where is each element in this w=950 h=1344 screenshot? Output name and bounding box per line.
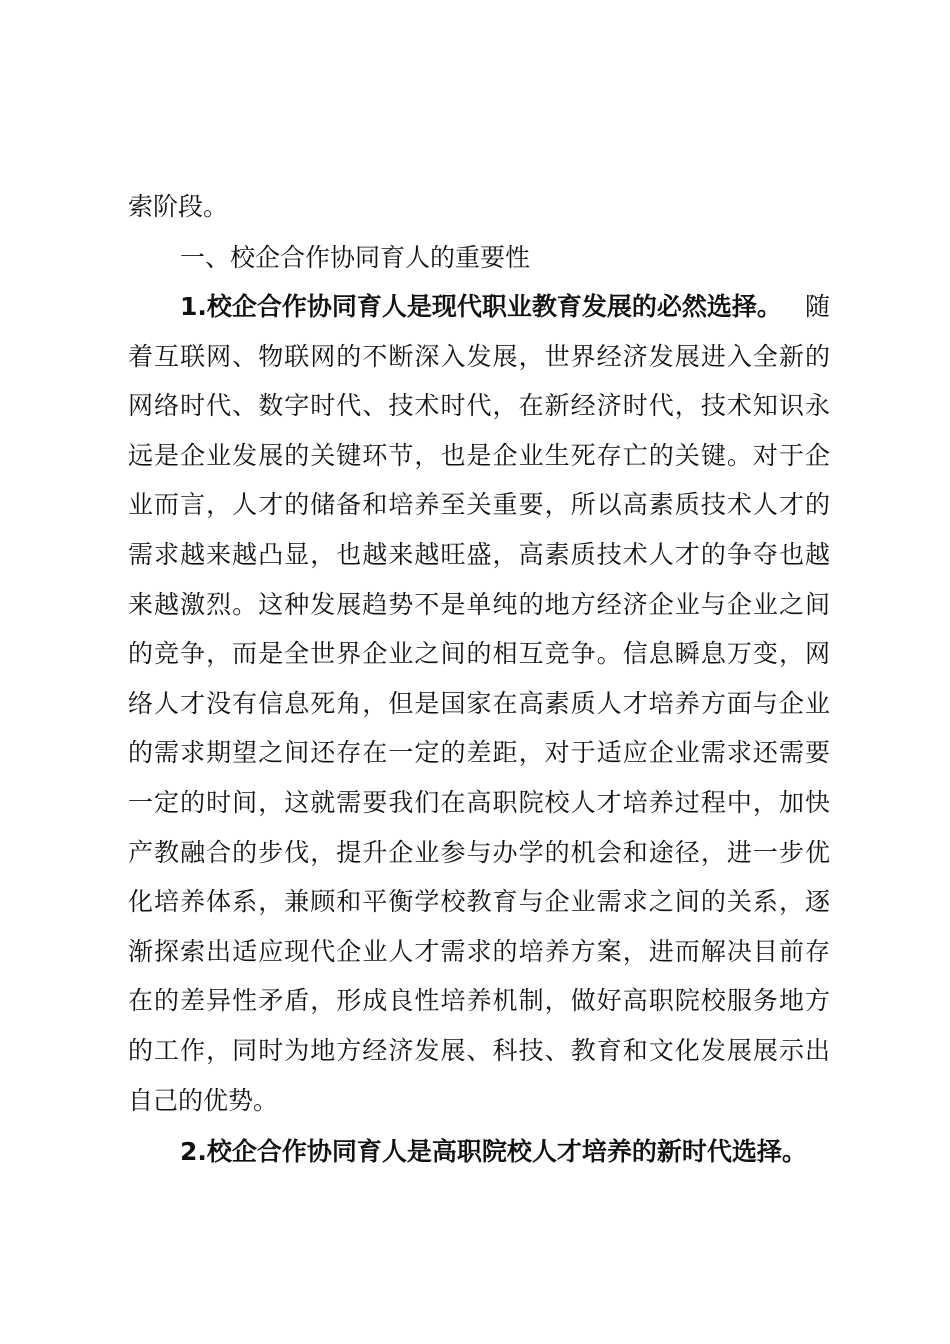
paragraph-1-line: 产教融合的步伐，提升企业参与办学的机会和途径，进一步优 [128, 837, 830, 867]
paragraph-1 [128, 282, 830, 1125]
paragraph-1-line: 的工作，同时为地方经济发展、科技、教育和文化发展展示出 [128, 1035, 830, 1065]
paragraph-1-line: 化培养体系，兼顾和平衡学校教育与企业需求之间的关系，逐 [128, 887, 830, 917]
paragraph-1-line: 络人才没有信息死角，但是国家在高素质人才培养方面与企业 [128, 688, 830, 718]
paragraph-1-line: 渐探索出适应现代企业人才需求的培养方案，进而解决目前存 [128, 936, 830, 966]
paragraph-1-line: 在的差异性矛盾，形成良性培养机制，做好高职院校服务地方 [128, 986, 830, 1016]
section-heading: 一、校企合作协同育人的重要性 [180, 243, 531, 272]
paragraph-1-line: 自己的优势。 [128, 1085, 279, 1115]
paragraph-1-line: 一定的时间，这就需要我们在高职院校人才培养过程中，加快 [128, 787, 830, 817]
paragraph-1-line: 着互联网、物联网的不断深入发展，世界经济发展进入全新的 [128, 341, 830, 371]
paragraph-1-line: 的需求期望之间还存在一定的差距，对于适应企业需求还需要 [128, 738, 830, 768]
paragraph-1-line: 需求越来越凸显，也越来越旺盛，高素质技术人才的争夺也越 [128, 539, 830, 569]
paragraph-1-lead-heading: 1.校企合作协同育人是现代职业教育发展的必然选择。 [180, 292, 782, 321]
paragraph-1-first-line [128, 282, 830, 332]
paragraph-2-lead-heading: 2.校企合作协同育人是高职院校人才培养的新时代选择。 [180, 1137, 807, 1166]
continuation-text [128, 182, 830, 232]
paragraph-1-line: 来越激烈。这种发展趋势不是单纯的地方经济企业与企业之间 [128, 589, 830, 619]
continuation-line: 索阶段。 [128, 192, 229, 221]
paragraph-1-line: 网络时代、数字时代、技术时代，在新经济时代，技术知识永 [128, 391, 830, 421]
paragraph-1-line-text: 随 [804, 292, 830, 321]
paragraph-1-line: 远是企业发展的关键环节，也是企业生死存亡的关键。对于企 [128, 440, 830, 470]
paragraph-1-line: 业而言，人才的储备和培养至关重要，所以高素质技术人才的 [128, 490, 830, 520]
paragraph-1-line: 的竞争，而是全世界企业之间的相互竞争。信息瞬息万变，网 [128, 639, 830, 669]
